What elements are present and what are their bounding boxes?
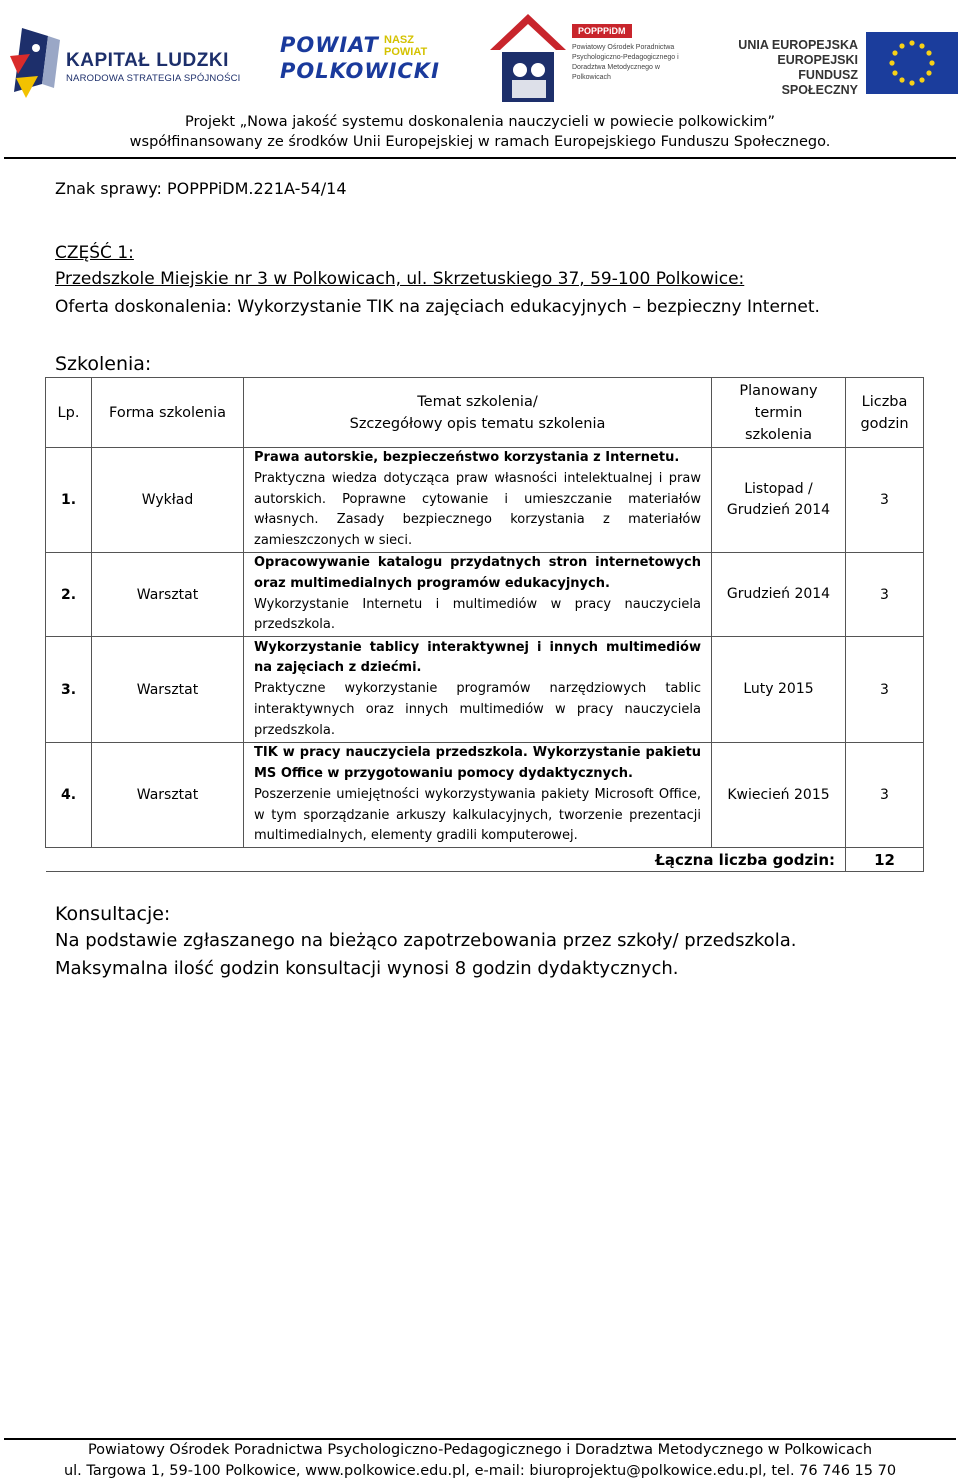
row-topic-description: Praktyczne wykorzystanie programów narzędziowych tablic interaktywnych oraz innych multimediów w pracy nauczyciela przedszkola. bbox=[254, 681, 701, 738]
case-number: Znak sprawy: POPPPiDM.221A-54/14 bbox=[55, 179, 347, 198]
consultations-title: Konsultacje: bbox=[55, 903, 171, 925]
poppp-logo bbox=[486, 6, 679, 106]
header-forma: Forma szkolenia bbox=[92, 378, 244, 448]
consultations-line1: Na podstawie zgłaszanego na bieżąco zapotrzebowania przez szkoły/ przedszkola. bbox=[55, 930, 797, 951]
offer-title: Oferta doskonalenia: Wykorzystanie TIK na zajęciach edukacyjnych – bezpieczny Internet. bbox=[55, 297, 820, 317]
row-term bbox=[712, 448, 846, 553]
consultations-line2: Maksymalna ilość godzin konsultacji wynosi 8 godzin dydaktycznych. bbox=[55, 958, 679, 979]
table-total-row bbox=[46, 848, 924, 872]
row-term-line1: Luty 2015 bbox=[743, 681, 814, 698]
row-term-line2: Grudzień 2014 bbox=[726, 501, 831, 518]
powiat-polkowicki-logo bbox=[280, 32, 440, 92]
header-term-line3: szkolenia bbox=[745, 426, 812, 443]
poppp-text: Powiatowy Ośrodek Poradnictwa Psychologiczno-Pedagogicznego i Doradztwa Metodycznego w Polkowicach bbox=[572, 44, 679, 81]
row-term-line1: Kwiecień 2015 bbox=[727, 786, 830, 803]
header-term bbox=[712, 378, 846, 448]
kapital-ludzki-logo bbox=[8, 26, 243, 102]
header-hours-line2: godzin bbox=[860, 415, 909, 432]
header-hours-line1: Liczba bbox=[861, 393, 908, 410]
logo-bar bbox=[0, 0, 960, 112]
row-forma: Wykład bbox=[92, 448, 244, 553]
row-term bbox=[712, 743, 846, 848]
row-topic bbox=[244, 637, 712, 743]
row-topic-title: TIK w pracy nauczyciela przedszkola. Wykorzystanie pakietu MS Office w przygotowaniu pomocy dydaktycznych. bbox=[254, 745, 701, 781]
total-label: Łączna liczba godzin: bbox=[46, 848, 846, 872]
header-topic-line2: Szczegółowy opis tematu szkolenia bbox=[349, 415, 606, 432]
footer-line-2: ul. Targowa 1, 59-100 Polkowice, www.polkowice.edu.pl, e-mail: biuroprojektu@polkowice.edu.pl, tel. 76 746 15 70 bbox=[63, 1463, 897, 1479]
row-hours: 3 bbox=[846, 637, 924, 743]
row-topic-title: Opracowywanie katalogu przydatnych stron internetowych oraz multimedialnych programów edukacyjnych. bbox=[254, 554, 701, 591]
row-lp: 3. bbox=[46, 637, 92, 743]
table-row bbox=[46, 637, 924, 743]
row-term bbox=[712, 552, 846, 636]
kapital-ludzki-subtitle: NARODOWA STRATEGIA SPÓJNOŚCI bbox=[66, 73, 241, 84]
row-term-line1: Listopad / bbox=[744, 480, 813, 497]
powiat-line1: POWIAT bbox=[280, 33, 379, 57]
header-lp: Lp. bbox=[46, 378, 92, 448]
footer-line-1: Powiatowy Ośrodek Poradnictwa Psychologiczno-Pedagogicznego i Doradztwa Metodycznego w Polkowicach bbox=[87, 1442, 873, 1458]
eu-logo bbox=[730, 30, 958, 96]
eu-flag-icon bbox=[866, 32, 958, 94]
row-hours: 3 bbox=[846, 448, 924, 553]
kapital-ludzki-emblem-icon bbox=[8, 26, 64, 102]
table-row bbox=[46, 448, 924, 553]
table-row bbox=[46, 552, 924, 636]
row-hours: 3 bbox=[846, 743, 924, 848]
total-value: 12 bbox=[846, 848, 924, 872]
row-topic bbox=[244, 743, 712, 848]
row-topic-description: Wykorzystanie Internetu i multimediów w pracy nauczyciela przedszkola. bbox=[254, 596, 701, 633]
row-forma: Warsztat bbox=[92, 552, 244, 636]
project-line-2: współfinansowany ze środków Unii Europejskiej w ramach Europejskiego Funduszu Społecznego. bbox=[129, 134, 831, 150]
header-divider bbox=[4, 157, 956, 159]
part-title: CZĘŚĆ 1: bbox=[55, 243, 134, 263]
row-topic bbox=[244, 552, 712, 636]
eu-text: UNIA EUROPEJSKA EUROPEJSKI FUNDUSZ SPOŁECZNY bbox=[738, 38, 858, 97]
row-forma: Warsztat bbox=[92, 637, 244, 743]
footer-divider bbox=[4, 1438, 956, 1440]
header-term-line2: termin bbox=[754, 404, 803, 421]
table-header-row bbox=[46, 378, 924, 448]
row-term-line1: Grudzień 2014 bbox=[726, 586, 831, 603]
table-row bbox=[46, 743, 924, 848]
trainings-table bbox=[45, 377, 924, 872]
row-term bbox=[712, 637, 846, 743]
header-term-line1: Planowany bbox=[739, 382, 818, 399]
row-lp: 2. bbox=[46, 552, 92, 636]
powiat-tag: NASZ POWIAT bbox=[384, 34, 428, 58]
row-hours: 3 bbox=[846, 552, 924, 636]
row-topic-title: Wykorzystanie tablicy interaktywnej i innych multimediów na zajęciach z dziećmi. bbox=[254, 639, 701, 676]
row-lp: 1. bbox=[46, 448, 92, 553]
school-address: Przedszkole Miejskie nr 3 w Polkowicach, ul. Skrzetuskiego 37, 59-100 Polkowice: bbox=[55, 269, 745, 289]
project-line-1: Projekt „Nowa jakość systemu doskonalenia nauczycieli w powiecie polkowickim” bbox=[184, 114, 776, 130]
row-topic-title: Prawa autorskie, bezpieczeństwo korzystania z Internetu. bbox=[254, 450, 680, 465]
header-topic bbox=[244, 378, 712, 448]
row-forma: Warsztat bbox=[92, 743, 244, 848]
powiat-line2: POLKOWICKI bbox=[280, 59, 440, 83]
row-topic-description: Praktyczna wiedza dotycząca praw własności intelektualnej i praw autorskich. Poprawne cytowanie i umieszczanie materiałów własnych. Zasady bezpiecznego korzystania z materiałów zamieszczonych w sieci. bbox=[254, 470, 701, 549]
poppp-house-icon bbox=[486, 6, 570, 106]
poppp-badge: POPPPiDM bbox=[572, 24, 632, 38]
header-hours bbox=[846, 378, 924, 448]
trainings-label: Szkolenia: bbox=[55, 353, 152, 375]
header-topic-line1: Temat szkolenia/ bbox=[417, 393, 538, 410]
kapital-ludzki-title: KAPITAŁ LUDZKI bbox=[66, 50, 229, 71]
row-topic-description: Poszerzenie umiejętności wykorzystywania pakiety Microsoft Office, w tym sporządzanie arkuszy kalkulacyjnych, tworzenie prezentacji multimedialnych, elementy gradili komputerowej. bbox=[254, 786, 701, 844]
row-lp: 4. bbox=[46, 743, 92, 848]
row-topic bbox=[244, 448, 712, 553]
